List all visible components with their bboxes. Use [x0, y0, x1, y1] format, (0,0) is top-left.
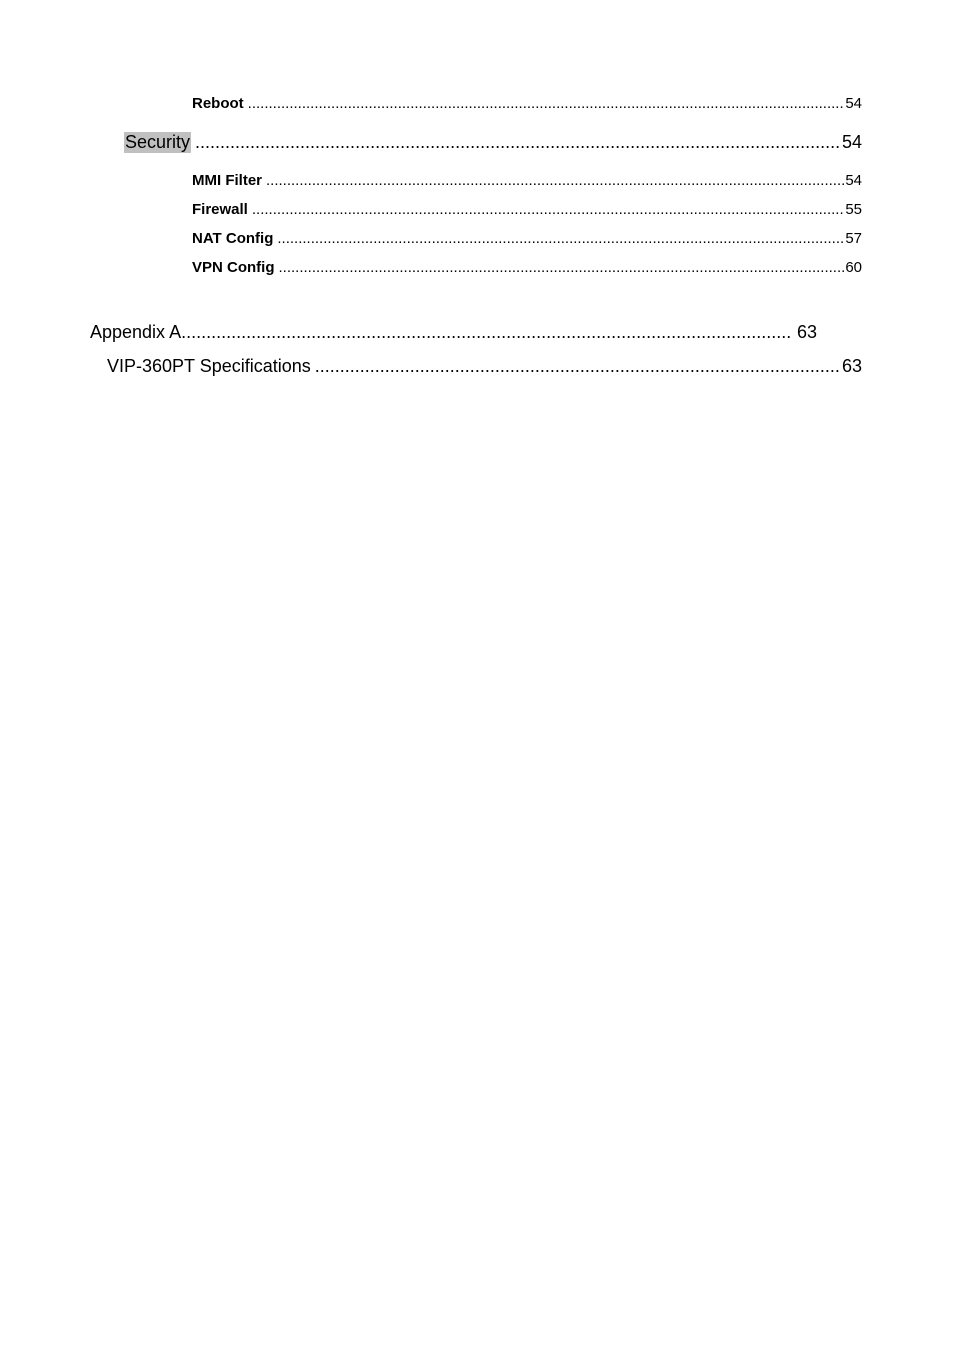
- toc-leader-dots: [277, 230, 844, 247]
- toc-entry-page: 57: [845, 230, 862, 247]
- toc-entry-page: 54: [845, 95, 862, 112]
- toc-leader-dots: [279, 259, 845, 276]
- toc-entry-label: Appendix A: [90, 322, 182, 342]
- toc-leader-dots: [195, 132, 841, 153]
- toc-entry-nat-config[interactable]: [192, 230, 862, 247]
- toc-entry-page: 60: [845, 259, 862, 276]
- toc-entry-label: Security: [125, 132, 191, 152]
- toc-entry-label: Firewall: [192, 201, 248, 218]
- toc-entry-page: 63: [796, 322, 817, 342]
- toc-entry-page: 63: [841, 356, 862, 376]
- toc-entry-label: MMI Filter: [192, 172, 262, 189]
- toc-entry-firewall[interactable]: [192, 201, 862, 218]
- toc-entry-page: 54: [845, 172, 862, 189]
- toc-entry-page: 54: [841, 132, 862, 152]
- toc-entry-vpn-config[interactable]: [192, 259, 862, 276]
- toc-entry-appendix-a[interactable]: [90, 322, 817, 343]
- toc-leader-dots: [252, 201, 844, 218]
- toc-entry-specifications[interactable]: [107, 356, 862, 377]
- toc-entry-mmi-filter[interactable]: [192, 172, 862, 189]
- toc-leader-dots: [266, 172, 844, 189]
- toc-leader-dots: [315, 356, 841, 377]
- toc-entry-reboot[interactable]: [192, 95, 862, 112]
- toc-entry-label: VIP-360PT Specifications: [107, 356, 311, 376]
- toc-entry-label: Reboot: [192, 95, 244, 112]
- toc-entry-label: VPN Config: [192, 259, 275, 276]
- toc-entry-security[interactable]: [124, 132, 862, 153]
- toc-entry-page: 55: [845, 201, 862, 218]
- toc-leader-dots: [248, 95, 845, 112]
- toc-leader-dots: [181, 322, 791, 343]
- toc-entry-label: NAT Config: [192, 230, 274, 247]
